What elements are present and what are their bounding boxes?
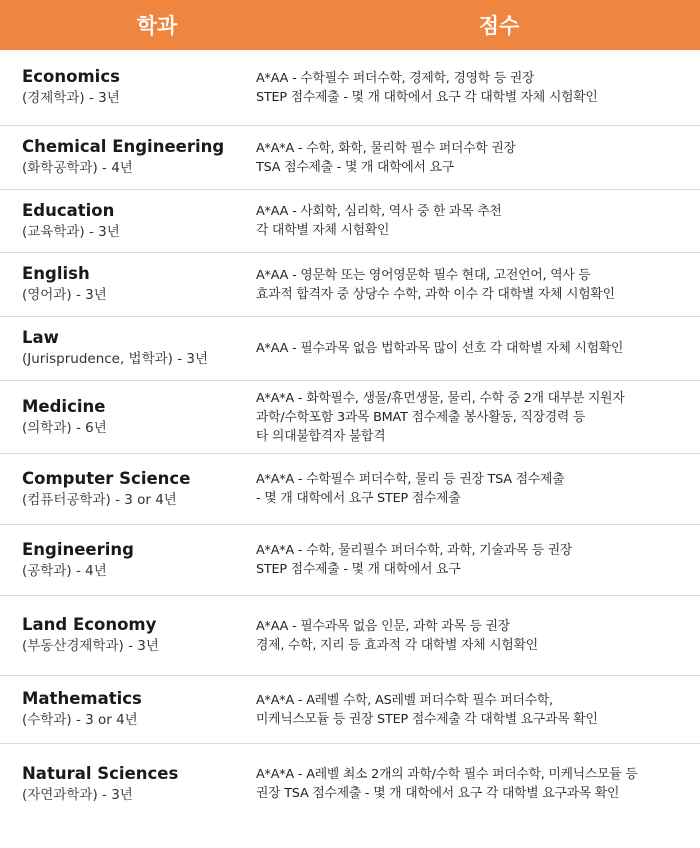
score-line: 경제, 수학, 지리 등 효과적 각 대학별 자체 시험확인 — [256, 637, 538, 653]
dept-cell — [0, 66, 256, 109]
score-cell — [256, 389, 700, 446]
dept-subtitle: (부동산경제학과) - 3년 — [22, 638, 159, 654]
score-line: 효과적 합격자 중 상당수 수학, 과학 이수 각 대학별 자체 시험확인 — [256, 286, 615, 302]
header-score-label: 점수 — [478, 14, 520, 38]
score-line: TSA 점수제출 - 몇 개 대학에서 요구 — [256, 159, 454, 175]
dept-cell — [0, 327, 256, 370]
score-cell — [256, 139, 700, 177]
score-line: A*AA - 필수과목 없음 인문, 과학 과목 등 권장 — [256, 618, 510, 634]
dept-name: Law — [22, 328, 59, 347]
score-line: 과학/수학포함 3과목 BMAT 점수제출 봉사활동, 직장경력 등 — [256, 409, 586, 425]
dept-name: Engineering — [22, 539, 134, 559]
score-line: STEP 점수제출 - 몇 개 대학에서 요구 각 대학별 자체 시험확인 — [256, 89, 598, 105]
dept-name: Medicine — [22, 396, 106, 416]
table-row — [0, 126, 700, 190]
dept-cell — [0, 614, 256, 657]
score-line: 권장 TSA 점수제출 - 몇 개 대학에서 요구 각 대학별 요구과목 확인 — [256, 786, 620, 801]
score-cell — [256, 691, 700, 729]
dept-cell — [0, 200, 256, 243]
score-cell — [256, 765, 700, 803]
table-row — [0, 676, 700, 744]
dept-cell — [0, 136, 256, 179]
dept-name: Chemical Engineering — [22, 137, 225, 156]
score-line: A*A*A - 수학, 화학, 물리학 필수 퍼더수학 권장 — [256, 140, 516, 156]
table-header — [0, 0, 700, 50]
dept-name: Economics — [22, 67, 120, 86]
dept-subtitle: (경제학과) - 3년 — [22, 90, 120, 106]
table-row — [0, 744, 700, 824]
table-row — [0, 190, 700, 253]
score-line: A*AA - 필수과목 없음 법학과목 많이 선호 각 대학별 자체 시험확인 — [256, 341, 624, 356]
dept-name: Computer Science — [22, 468, 191, 488]
dept-name: English — [22, 264, 90, 283]
dept-name: Mathematics — [22, 689, 142, 708]
dept-cell — [0, 396, 256, 439]
score-line: A*A*A - 수학, 물리필수 퍼더수학, 과학, 기술과목 등 권장 — [256, 543, 573, 558]
dept-cell — [0, 763, 256, 806]
score-line: 미케닉스모듈 등 권장 STEP 점수제출 각 대학별 요구과목 확인 — [256, 711, 598, 727]
score-line: A*A*A - 화학필수, 생물/휴먼생물, 물리, 수학 중 2개 대부분 지원자 — [256, 390, 625, 406]
score-line: 각 대학별 자체 시험확인 — [256, 223, 390, 238]
dept-subtitle: (공학과) - 4년 — [22, 562, 107, 579]
score-line: STEP 점수제출 - 몇 개 대학에서 요구 — [256, 562, 461, 577]
score-cell — [256, 339, 700, 358]
score-line: - 몇 개 대학에서 요구 STEP 점수제출 — [256, 491, 461, 506]
score-line: A*A*A - A레벨 수학, AS레벨 퍼더수학 필수 퍼더수학, — [256, 692, 553, 708]
dept-subtitle: (화학공학과) - 4년 — [22, 160, 133, 176]
dept-name: Land Economy — [22, 615, 157, 634]
score-line: 타 의대불합격자 불합격 — [256, 428, 386, 444]
table-row — [0, 50, 700, 126]
header-dept-label: 학과 — [136, 14, 178, 38]
table-row — [0, 253, 700, 317]
score-cell — [256, 202, 700, 240]
dept-subtitle: (컴퓨터공학과) - 3 or 4년 — [22, 491, 177, 508]
dept-subtitle: (Jurisprudence, 법학과) - 3년 — [22, 351, 209, 367]
score-line: A*AA - 영문학 또는 영어영문학 필수 현대, 고전언어, 역사 등 — [256, 267, 591, 283]
dept-name: Education — [22, 200, 115, 220]
dept-cell — [0, 263, 256, 306]
score-cell — [256, 470, 700, 508]
table-row — [0, 317, 700, 381]
score-cell — [256, 617, 700, 655]
score-line: A*AA - 사회학, 심리학, 역사 중 한 과목 추천 — [256, 204, 502, 219]
dept-subtitle: (의학과) - 6년 — [22, 419, 107, 436]
dept-subtitle: (자연과학과) - 3년 — [22, 786, 133, 803]
dept-cell — [0, 539, 256, 582]
dept-subtitle: (영어과) - 3년 — [22, 287, 107, 303]
score-cell — [256, 69, 700, 107]
dept-name: Natural Sciences — [22, 763, 179, 783]
table-row — [0, 596, 700, 676]
dept-subtitle: (수학과) - 3 or 4년 — [22, 712, 138, 728]
score-line: A*A*A - 수학필수 퍼더수학, 물리 등 권장 TSA 점수제출 — [256, 472, 565, 487]
score-cell — [256, 541, 700, 579]
table-row — [0, 381, 700, 454]
table-row — [0, 454, 700, 525]
dept-cell — [0, 468, 256, 511]
table-row — [0, 525, 700, 596]
score-line: A*A*A - A레벨 최소 2개의 과학/수학 필수 퍼더수학, 미케닉스모듈 등 — [256, 767, 638, 782]
score-line: A*AA - 수학필수 퍼더수학, 경제학, 경영학 등 권장 — [256, 70, 535, 86]
dept-subtitle: (교육학과) - 3년 — [22, 223, 120, 240]
score-cell — [256, 266, 700, 304]
dept-cell — [0, 688, 256, 731]
